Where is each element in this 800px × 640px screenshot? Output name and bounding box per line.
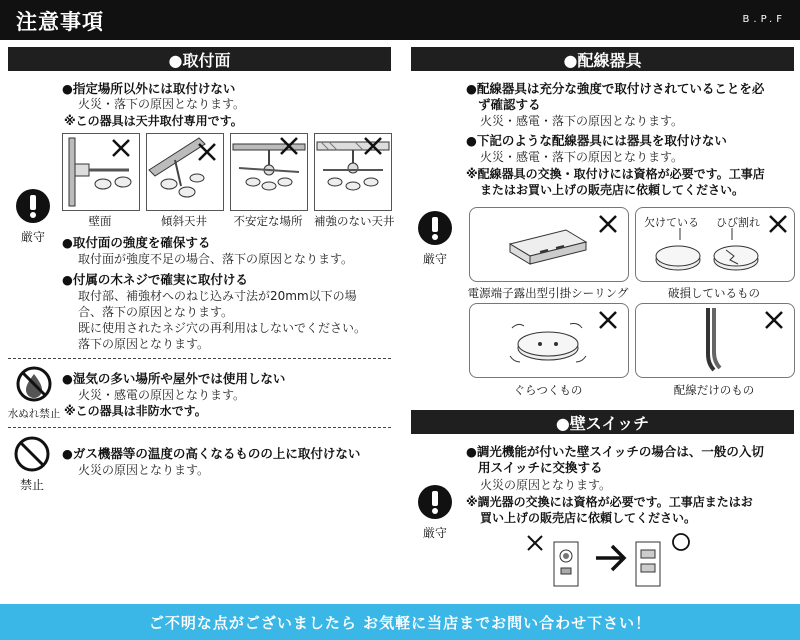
wiring-item1-title-line: ●配線器具は充分な強度で取付けされていることを必 (466, 81, 765, 96)
illustration-wall (62, 133, 140, 211)
switch-item1-sub: 火災の原因となります。 (480, 478, 612, 492)
section-title-wiring: ●配線器具 (411, 47, 794, 71)
attach-item1-note: ※この器具は天井取付専用です。 (64, 114, 243, 128)
switch-diagram (526, 532, 696, 588)
attach-item3-sub-line: 落下の原因となります。 (78, 337, 210, 351)
panel-wobbly (469, 303, 629, 378)
brand-label: B.P.F (742, 14, 786, 25)
footer-message: ご不明な点がございましたら お気軽に当店までお問い合わせ下さい！ (148, 613, 652, 632)
attach-item1-sub: 火災・落下の原因となります。 (78, 97, 246, 111)
page-title: 注意事項 (16, 10, 104, 34)
illustration-slope (146, 133, 224, 211)
illustration-label: 不安定な場所 (233, 214, 303, 228)
wiring-item2-sub: 火災・感電・落下の原因となります。 (480, 150, 684, 164)
wiring-item1-sub: 火災・感電・落下の原因となります。 (480, 114, 684, 128)
exclamation-icon (416, 484, 454, 520)
attach-item3-sub-line: 合、落下の原因となります。 (78, 305, 234, 319)
unstable-place-icon (231, 134, 307, 210)
panel-broken (635, 207, 795, 282)
wiring-note-line: ※配線器具の交換・取付けには資格が必要です。工事店 (466, 167, 765, 181)
panel-label: 配線だけのもの (673, 383, 755, 397)
illustration-unstable (230, 133, 308, 211)
water-prohibited-badge (6, 366, 62, 421)
prohibited-icon (12, 436, 52, 472)
switch-replacement-illustration (526, 532, 696, 588)
panel-exposed-terminal (469, 207, 629, 282)
ng-cross-icon (528, 536, 542, 550)
illustration-label: 傾斜天井 (161, 214, 207, 228)
mandatory-badge (14, 188, 52, 245)
wiring-note-line: またはお買い上げの販売店に依頼してください。 (480, 183, 745, 197)
switch-item1-title-line: 用スイッチに交換する (478, 460, 603, 475)
water-prohibited-label: 水ぬれ禁止 (7, 408, 61, 420)
bare-wire-icon (636, 304, 794, 377)
exclamation-icon (416, 210, 454, 246)
water-note: ※この器具は非防水です。 (64, 404, 207, 418)
arrow-right-icon (596, 546, 624, 570)
panel-label: 電源端子露出型引掛シーリング (467, 286, 629, 300)
divider (8, 358, 391, 359)
mandatory-badge-label: 厳守 (422, 526, 447, 540)
illustration-label: 補強のない天井 (314, 214, 395, 228)
panel-wire-only (635, 303, 795, 378)
header-bar (0, 0, 800, 40)
damage-label-cracked: ひび割れ (716, 216, 760, 229)
mandatory-badge (416, 210, 454, 267)
panel-label: ぐらつくもの (513, 383, 583, 397)
attach-item2-title: ●取付面の強度を確保する (62, 235, 211, 250)
divider (8, 427, 391, 428)
attach-item1-title: ●指定場所以外には取付けない (62, 81, 236, 96)
section-title-wall-switch: ●壁スイッチ (411, 410, 794, 434)
mandatory-badge (416, 484, 454, 541)
attach-item3-title: ●付属の木ネジで確実に取付ける (62, 272, 248, 287)
attach-item2-sub: 取付面が強度不足の場合、落下の原因となります。 (78, 252, 354, 266)
gas-sub: 火災の原因となります。 (78, 463, 210, 477)
gas-title: ●ガス機器等の温度の高くなるものの上に取付けない (62, 446, 361, 461)
switch-item1-title-line: ●調光機能が付いた壁スイッチの場合は、一般の入切 (466, 444, 764, 459)
illustration-label: 壁面 (88, 214, 112, 228)
attach-item3-sub-line: 取付部、補強材へのねじ込み寸法が20mm以下の場 (78, 289, 357, 303)
no-water-icon (6, 366, 62, 402)
switch-note-line: 買い上げの販売店に依頼してください。 (480, 511, 697, 525)
prohibited-badge (12, 436, 52, 493)
sloped-ceiling-icon (147, 134, 223, 210)
section-title-attach-surface: ●取付面 (8, 47, 391, 71)
ceiling-terminal-icon (470, 208, 628, 281)
water-sub: 火災・感電の原因となります。 (78, 388, 246, 402)
damage-label-chipped: 欠けている (644, 216, 699, 229)
attach-item3-sub-line: 既に使用されたネジ穴の再利用はしないでください。 (78, 321, 367, 335)
panel-label: 破損しているもの (668, 286, 760, 300)
prohibited-label: 禁止 (19, 478, 44, 492)
exclamation-icon (14, 188, 52, 224)
wall-mount-icon (63, 134, 139, 210)
wobbly-ceiling-icon (470, 304, 628, 377)
wiring-item1-title-line: ず確認する (478, 97, 541, 112)
illustration-unreinforced (314, 133, 392, 211)
mandatory-badge-label: 厳守 (20, 230, 45, 244)
mandatory-badge-label: 厳守 (422, 252, 447, 266)
water-title: ●湿気の多い場所や屋外では使用しない (62, 371, 286, 386)
unreinforced-ceiling-icon (315, 134, 391, 210)
wiring-item2-title: ●下記のような配線器具には器具を取付けない (466, 133, 727, 148)
switch-note-line: ※調光器の交換には資格が必要です。工事店またはお (466, 495, 753, 509)
footer-banner (0, 604, 800, 640)
ok-circle-icon (673, 534, 689, 550)
